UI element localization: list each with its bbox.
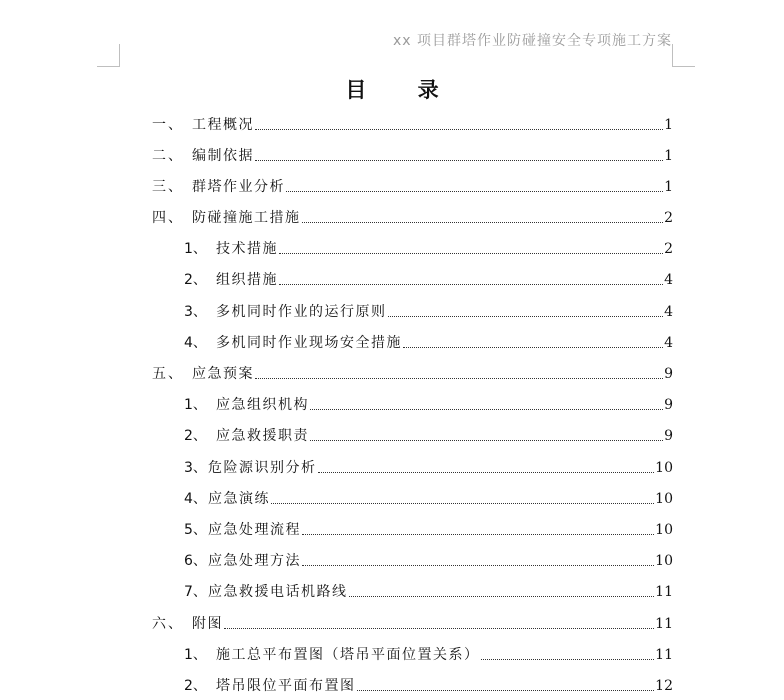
toc-entry-page: 10 bbox=[655, 491, 673, 507]
toc-leader-dots bbox=[302, 534, 654, 535]
toc-entry-text: 多机同时作业的运行原则 bbox=[216, 304, 387, 320]
toc-entry-6-2[interactable] bbox=[184, 675, 673, 695]
toc-entry-text: 应急组织机构 bbox=[216, 397, 309, 413]
toc-entry-page: 4 bbox=[664, 304, 673, 320]
toc-entry-number: 6、 bbox=[184, 553, 207, 569]
toc-entry-page: 10 bbox=[655, 460, 673, 476]
toc-entry-number: 7、 bbox=[184, 584, 207, 600]
toc-entry-4[interactable] bbox=[152, 207, 673, 227]
toc-entry-4-2[interactable] bbox=[184, 269, 673, 289]
toc-entry-page: 2 bbox=[664, 210, 673, 226]
toc-entry-text: 多机同时作业现场安全措施 bbox=[216, 335, 402, 351]
toc-entry-number: 四、 bbox=[152, 210, 184, 226]
toc-entry-5-7[interactable] bbox=[184, 581, 673, 601]
toc-entry-text: 技术措施 bbox=[216, 241, 278, 257]
toc-leader-dots bbox=[302, 222, 664, 223]
toc-entry-3[interactable] bbox=[152, 176, 673, 196]
toc-entry-6-1[interactable] bbox=[184, 644, 673, 664]
toc-leader-dots bbox=[318, 472, 655, 473]
toc-entry-5-6[interactable] bbox=[184, 550, 673, 570]
toc-leader-dots bbox=[224, 628, 654, 629]
toc-entry-5-3[interactable] bbox=[184, 457, 673, 477]
toc-entry-1[interactable] bbox=[152, 114, 673, 134]
toc-entry-text: 应急演练 bbox=[208, 491, 270, 507]
toc-entry-page: 1 bbox=[664, 117, 673, 133]
page-header-title: xx 项目群塔作业防碰撞安全专项施工方案 bbox=[392, 33, 672, 49]
toc-leader-dots bbox=[310, 440, 663, 441]
toc-leader-dots bbox=[279, 284, 663, 285]
header-corner-mark-left bbox=[97, 44, 120, 67]
toc-entry-text: 应急预案 bbox=[192, 366, 254, 382]
toc-leader-dots bbox=[255, 129, 663, 130]
toc-entry-text: 危险源识别分析 bbox=[208, 460, 317, 476]
toc-entry-page: 4 bbox=[664, 272, 673, 288]
toc-title: 目 录 bbox=[345, 78, 461, 102]
toc-entry-5[interactable] bbox=[152, 363, 673, 383]
toc-entry-page: 1 bbox=[664, 179, 673, 195]
toc-entry-number: 五、 bbox=[152, 366, 184, 382]
toc-entry-number: 1、 bbox=[184, 397, 207, 413]
toc-entry-page: 12 bbox=[655, 678, 673, 694]
toc-entry-number: 2、 bbox=[184, 428, 207, 444]
toc-entry-text: 应急处理方法 bbox=[208, 553, 301, 569]
toc-leader-dots bbox=[271, 503, 654, 504]
toc-entry-text: 编制依据 bbox=[192, 148, 254, 164]
toc-entry-4-4[interactable] bbox=[184, 332, 673, 352]
toc-entry-text: 塔吊限位平面布置图 bbox=[216, 678, 356, 694]
toc-entry-5-1[interactable] bbox=[184, 394, 673, 414]
toc-entry-4-3[interactable] bbox=[184, 301, 673, 321]
toc-entry-number: 三、 bbox=[152, 179, 184, 195]
toc-entry-page: 2 bbox=[664, 241, 673, 257]
toc-entry-number: 4、 bbox=[184, 491, 207, 507]
toc-entry-page: 4 bbox=[664, 335, 673, 351]
toc-entry-2[interactable] bbox=[152, 145, 673, 165]
toc-entry-5-4[interactable] bbox=[184, 488, 673, 508]
toc-entry-page: 10 bbox=[655, 553, 673, 569]
toc-leader-dots bbox=[357, 690, 655, 691]
toc-entry-number: 1、 bbox=[184, 647, 207, 663]
toc-entry-number: 4、 bbox=[184, 335, 207, 351]
toc-entry-5-5[interactable] bbox=[184, 519, 673, 539]
toc-leader-dots bbox=[310, 409, 663, 410]
toc-entry-page: 9 bbox=[664, 397, 673, 413]
toc-entry-text: 群塔作业分析 bbox=[192, 179, 285, 195]
toc-leader-dots bbox=[286, 191, 663, 192]
toc-entry-text: 施工总平布置图（塔吊平面位置关系） bbox=[216, 647, 480, 663]
toc-leader-dots bbox=[255, 378, 663, 379]
toc-entry-page: 1 bbox=[664, 148, 673, 164]
toc-entry-number: 二、 bbox=[152, 148, 184, 164]
toc-entry-number: 2、 bbox=[184, 678, 207, 694]
toc-entry-text: 应急处理流程 bbox=[208, 522, 301, 538]
toc-entry-text: 防碰撞施工措施 bbox=[192, 210, 301, 226]
toc-entry-page: 11 bbox=[655, 647, 673, 663]
toc-entry-text: 组织措施 bbox=[216, 272, 278, 288]
toc-entry-number: 3、 bbox=[184, 304, 207, 320]
toc-entry-page: 9 bbox=[664, 366, 673, 382]
toc-leader-dots bbox=[279, 253, 663, 254]
toc-entry-text: 附图 bbox=[192, 616, 223, 632]
toc-entry-number: 5、 bbox=[184, 522, 207, 538]
toc-entry-number: 2、 bbox=[184, 272, 207, 288]
toc-entry-page: 11 bbox=[655, 616, 673, 632]
toc-entry-number: 1、 bbox=[184, 241, 207, 257]
toc-entry-6[interactable] bbox=[152, 613, 673, 633]
toc-entry-number: 3、 bbox=[184, 460, 207, 476]
toc-entry-page: 10 bbox=[655, 522, 673, 538]
toc-entry-text: 工程概况 bbox=[192, 117, 254, 133]
toc-entry-4-1[interactable] bbox=[184, 238, 673, 258]
toc-entry-page: 9 bbox=[664, 428, 673, 444]
toc-entry-number: 六、 bbox=[152, 616, 184, 632]
toc-entry-number: 一、 bbox=[152, 117, 184, 133]
toc-entry-5-2[interactable] bbox=[184, 425, 673, 445]
toc-leader-dots bbox=[388, 316, 664, 317]
toc-leader-dots bbox=[481, 659, 655, 660]
toc-entry-page: 11 bbox=[655, 584, 673, 600]
toc-entry-text: 应急救援职责 bbox=[216, 428, 309, 444]
toc-leader-dots bbox=[302, 565, 654, 566]
toc-leader-dots bbox=[255, 160, 663, 161]
toc-entry-text: 应急救援电话机路线 bbox=[208, 584, 348, 600]
header-corner-mark-right bbox=[672, 44, 695, 67]
toc-leader-dots bbox=[403, 347, 663, 348]
toc-leader-dots bbox=[349, 596, 655, 597]
